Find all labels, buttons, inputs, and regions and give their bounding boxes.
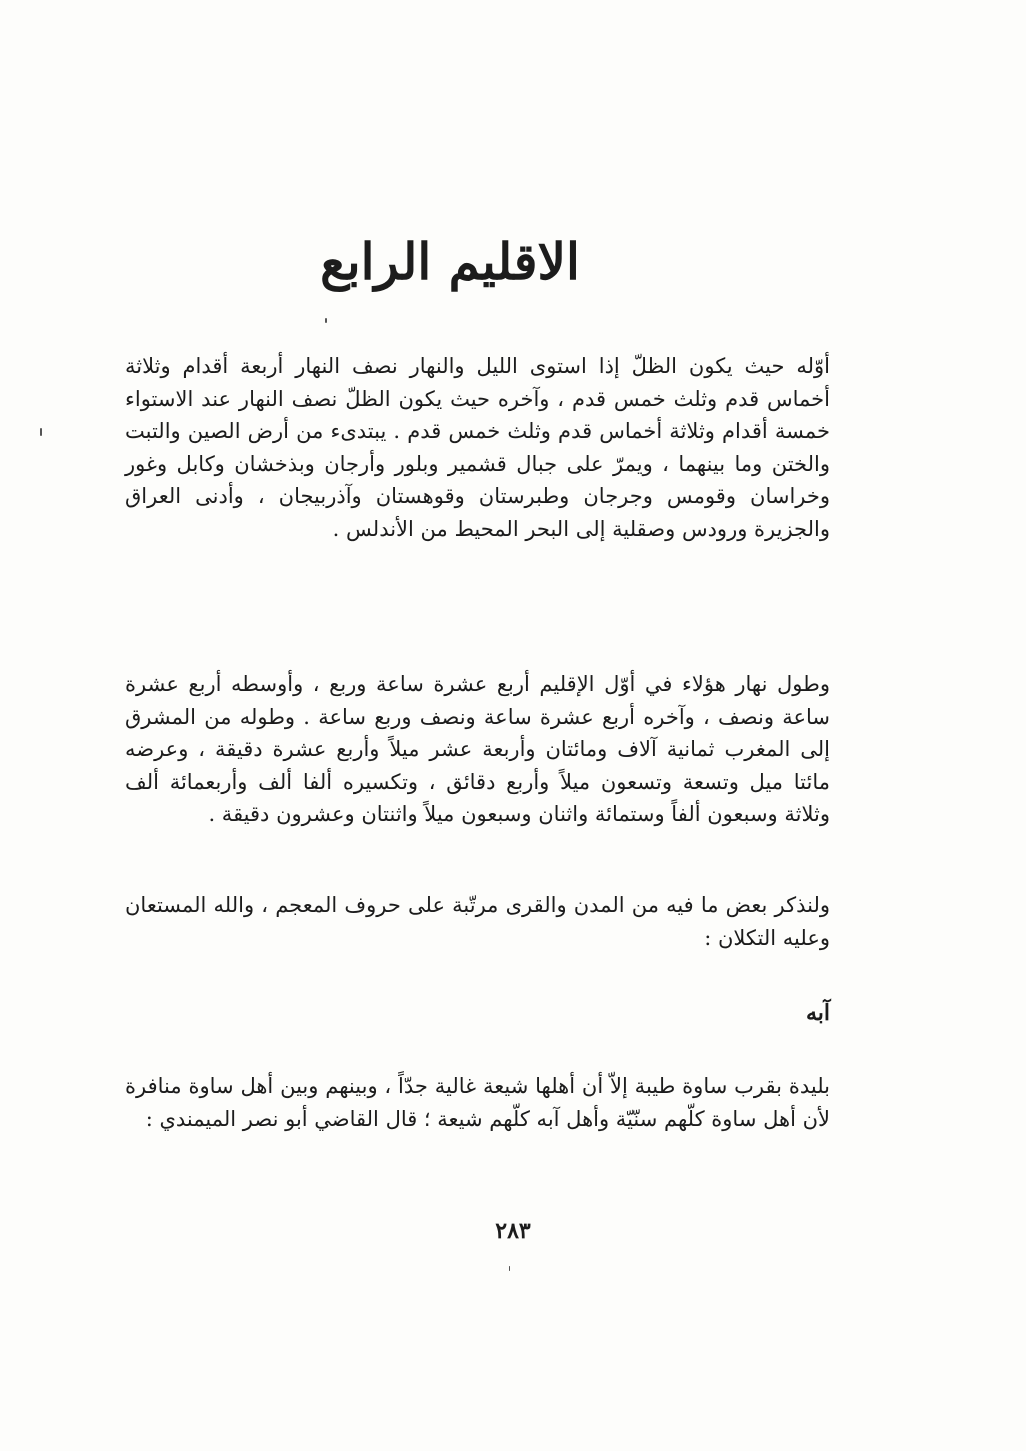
paragraph-intro-entries xyxy=(125,889,830,954)
paragraph-climate-extent xyxy=(125,350,830,546)
scan-speck xyxy=(509,1266,510,1271)
paragraph-text: ولنذكر بعض ما فيه من المدن والقرى مرتّبة على حروف المعجم ، والله المستعان وعليه التكلان : xyxy=(125,893,830,950)
entry-text: بليدة بقرب ساوة طيبة إلاّ أن أهلها شيعة غالية جدّاً ، وبينهم وبين أهل ساوة منافرة لأن أهل ساوة كلّهم سنّيّة وأهل آبه كلّهم شيعة ؛ قال القاضي أبو نصر الميمندي : xyxy=(125,1074,830,1131)
paragraph-day-length xyxy=(125,668,830,831)
scan-speck xyxy=(40,428,42,436)
scan-speck xyxy=(325,318,327,323)
chapter-title: الاقليم الرابع xyxy=(320,232,580,291)
paragraph-text: أوّله حيث يكون الظلّ إذا استوى الليل والنهار نصف النهار أربعة أقدام وثلاثة أخماس قدم وثلث خمس قدم ، وآخره حيث يكون الظلّ نصف النهار عند الاستواء خمسة أقدام وثلاثة أخماس قدم وثلث خمس قدم . يبتدىء من أرض الصين والتبت والختن وما بينهما ، ويمرّ على جبال قشمير وبلور وأرجان وبذخشان وكابل وغور وخراسان وقومس وجرجان وطبرستان وقوهستان وآذربيجان ، وأدنى العراق والجزيرة ورودس وصقلية إلى البحر المحيط من الأندلس . xyxy=(125,354,830,541)
paragraph-text: وطول نهار هؤلاء في أوّل الإقليم أربع عشرة ساعة وربع ، وأوسطه أربع عشرة ساعة ونصف ، وآخره أربع عشرة ساعة ونصف وربع ساعة . وطوله من المشرق إلى المغرب ثمانية آلاف ومائتان وأربعة عشر ميلاً وأربع عشرة دقيقة ، وعرضه مائتا ميل وتسعة وتسعون ميلاً وأربع دقائق ، وتكسيره ألفا ألف وأربعمائة ألف وثلاثة وسبعون ألفاً وستمائة واثنان وسبعون ميلاً واثنتان وعشرون دقيقة . xyxy=(125,672,830,827)
entry-body xyxy=(125,1070,830,1135)
page-number: ٢٨٣ xyxy=(495,1218,531,1244)
entry-heading: آبه xyxy=(805,1000,830,1026)
